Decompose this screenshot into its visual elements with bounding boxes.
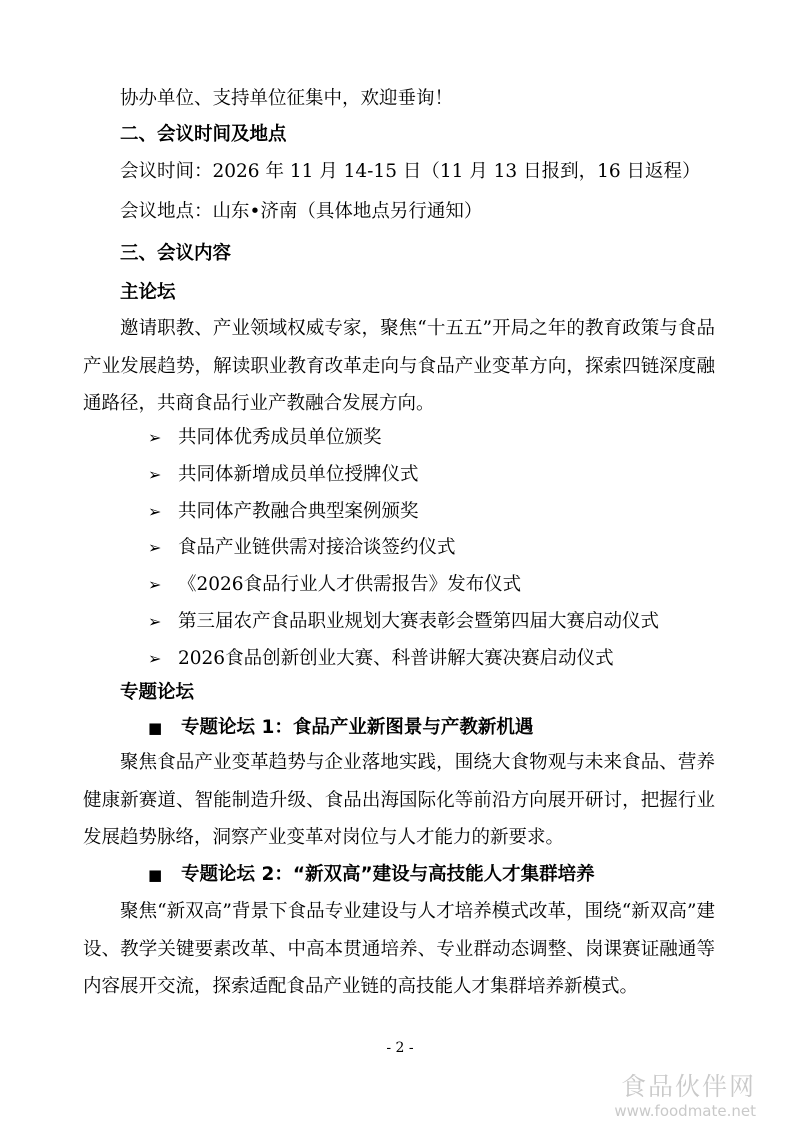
arrow-bullet-icon: ➢ (148, 611, 162, 631)
watermark-url: www.foodmate.net (614, 1102, 756, 1120)
list-item: ➢ 2026食品创新创业大赛、科普讲解大赛决赛启动仪式 (148, 647, 614, 669)
arrow-bullet-icon: ➢ (148, 464, 162, 484)
main-forum-description: 邀请职教、产业领域权威专家，聚焦“十五五”开局之年的教育政策与食品产业发展趋势，解读职业教育改革走向与食品产业变革方向，探索四链深度融通路径，共商食品行业产教融合发展方向。 (83, 318, 715, 414)
list-item: ➢ 共同体产教融合典型案例颁奖 (148, 500, 419, 522)
arrow-bullet-icon: ➢ (148, 575, 162, 595)
main-forum-item-list (148, 426, 659, 684)
main-forum-heading: 主论坛 (120, 282, 176, 303)
page-number: - 2 - (386, 1040, 414, 1056)
topic-forum-heading: 专题论坛 (120, 682, 195, 703)
forum-2-title: 专题论坛 2：“新双高”建设与高技能人才集群培养 (181, 864, 595, 885)
meeting-place-line: 会议地点：山东•济南（具体地点另行通知） (120, 201, 483, 222)
list-item: ➢ 食品产业链供需对接洽谈签约仪式 (148, 537, 456, 559)
forum-2-heading (148, 863, 595, 887)
watermark-name: 食品伙伴网 (620, 1072, 756, 1101)
list-item: ➢ 共同体优秀成员单位颁奖 (148, 427, 382, 448)
arrow-bullet-icon: ➢ (148, 501, 162, 521)
meeting-time-line: 会议时间：2026 年 11 月 14-15 日（11 月 13 日报到，16 日返程） (120, 161, 701, 182)
list-item: ➢ 《2026食品行业人才供需报告》发布仪式 (148, 574, 522, 596)
forum-1-description: 聚焦食品产业变革趋势与企业落地实践，围绕大食物观与未来食品、营养健康新赛道、智能制造升级、食品出海国际化等前沿方向展开研讨，把握行业发展趋势脉络，洞察产业变革对岗位与人才能力的新要求。 (83, 752, 715, 848)
list-item: ➢ 第三届农产食品职业规划大赛表彰会暨第四届大赛启动仪式 (148, 610, 660, 632)
section-3-heading: 三、会议内容 (120, 243, 232, 264)
list-item: ➢ 共同体新增成员单位授牌仪式 (148, 463, 419, 485)
square-bullet-icon: ■ (148, 719, 163, 737)
forum-2-description: 聚焦“新双高”背景下食品专业建设与人才培养模式改革，围绕“新双高”建设、教学关键要素改革、中高本贯通培养、专业群动态调整、岗课赛证融通等内容展开交流，探索适配食品产业链的高技能人才集群培养新模式。 (83, 901, 715, 997)
forum-1-title: 专题论坛 1：食品产业新图景与产教新机遇 (181, 717, 534, 738)
section-2-heading: 二、会议时间及地点 (120, 124, 287, 145)
arrow-bullet-icon: ➢ (148, 648, 162, 668)
square-bullet-icon: ■ (148, 866, 163, 884)
arrow-bullet-icon: ➢ (148, 428, 162, 447)
arrow-bullet-icon: ➢ (148, 538, 162, 558)
forum-1-heading (148, 716, 533, 740)
invite-tail-line: 协办单位、支持单位征集中，欢迎垂询！ (120, 88, 454, 109)
watermark (614, 1072, 756, 1120)
